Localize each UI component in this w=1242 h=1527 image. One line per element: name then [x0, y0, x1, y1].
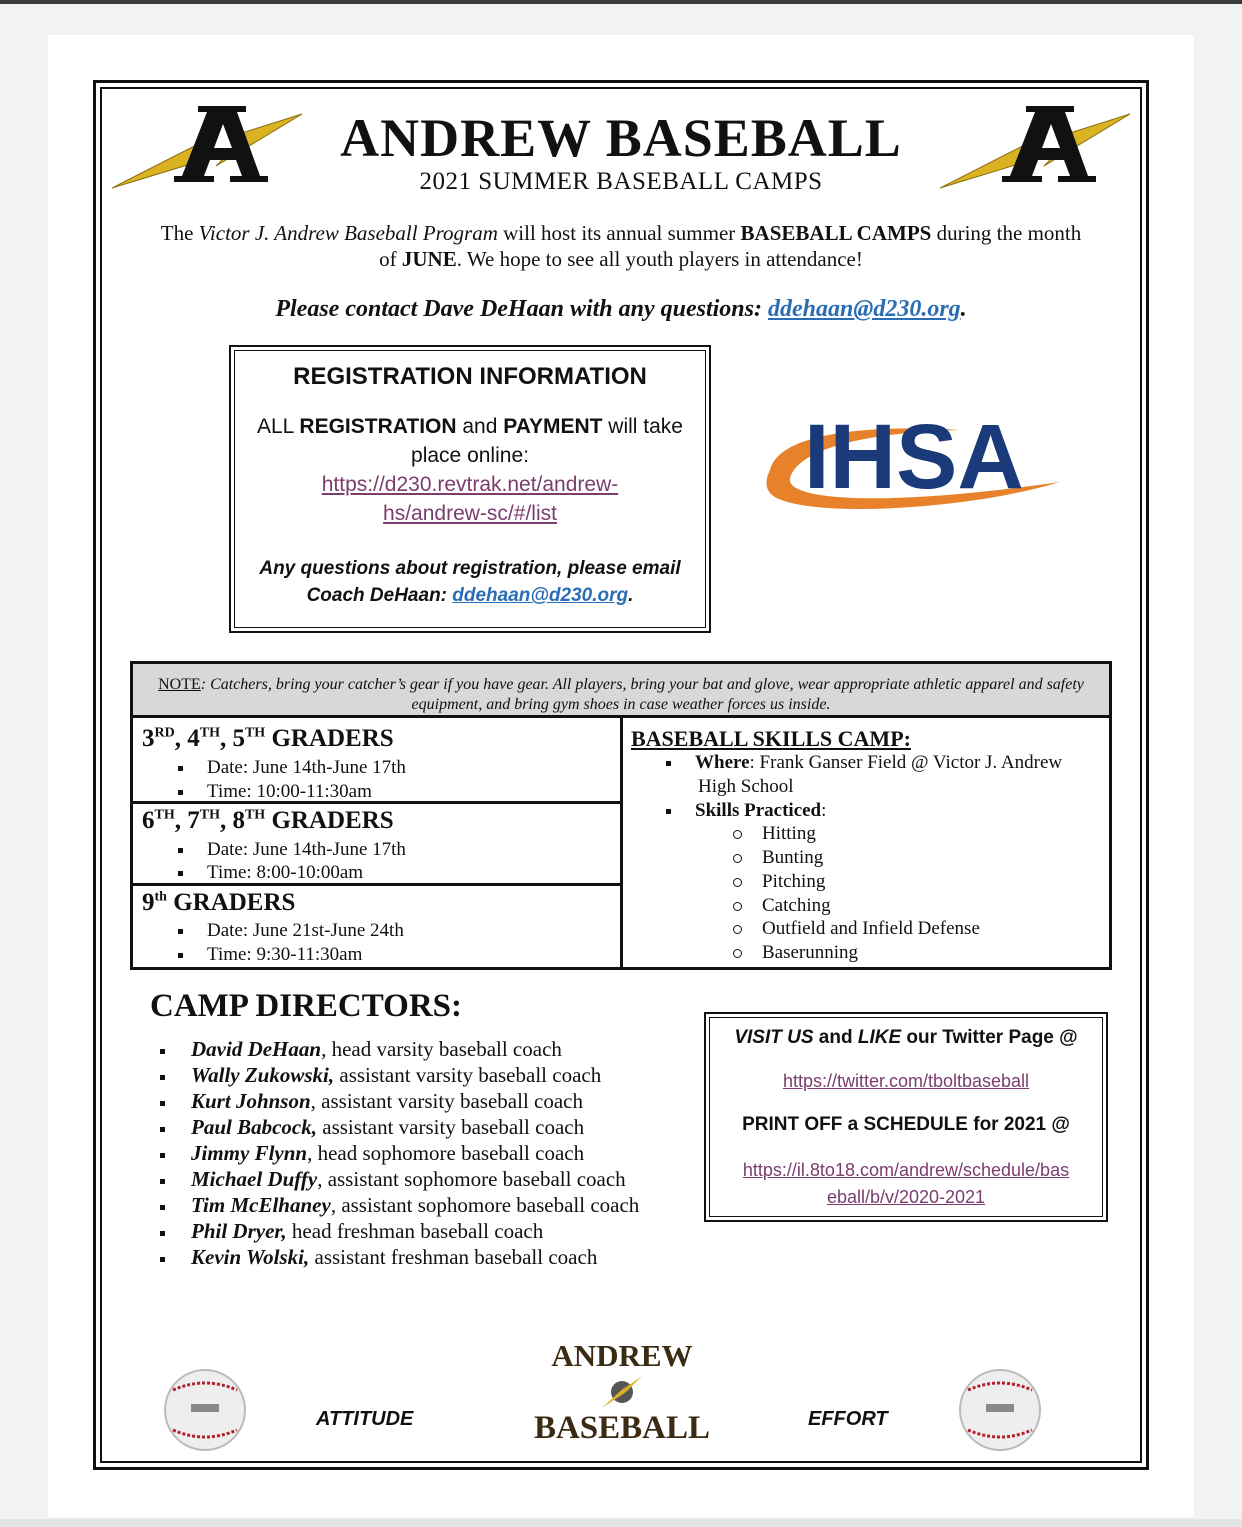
bottom-edge [0, 1519, 1242, 1527]
andrew-logo-top: ANDREW [551, 1338, 693, 1373]
contact-email-link[interactable]: ddehaan@d230.org [768, 296, 961, 322]
director-item: Phil Dryer, head freshman baseball coach [160, 1218, 639, 1244]
ihsa-logo-text: IHSA [804, 406, 1024, 508]
skill-item: Outfield and Infield Defense [733, 917, 980, 941]
camp-directors-list [160, 1036, 639, 1270]
registration-question: Any questions about registration, please email Coach DeHaan: ddehaan@d230.org. [259, 558, 681, 606]
director-item: David DeHaan, head varsity baseball coach [160, 1036, 639, 1062]
twitter-heading: VISIT US and LIKE our Twitter Page @ [734, 1027, 1078, 1048]
schedule-heading: PRINT OFF a SCHEDULE for 2021 @ [742, 1114, 1070, 1135]
grade-group-time: Time: 10:00-11:30am [178, 780, 372, 804]
contact-line: Please contact Dave DeHaan with any questions: ddehaan@d230.org. [275, 296, 967, 322]
schedule-link[interactable]: https://il.8to18.com/andrew/schedule/bas eball/b/v/2020-2021 [742, 1160, 1070, 1207]
skills-where-cont: High School [698, 776, 794, 797]
skill-item: Pitching [733, 870, 825, 894]
footer-effort: EFFORT [808, 1408, 888, 1430]
baseball-icon-left [163, 1368, 247, 1452]
grade-group-time: Time: 9:30-11:30am [178, 943, 362, 967]
top-edge [0, 0, 1242, 4]
skills-camp-title: BASEBALL SKILLS CAMP: [631, 726, 911, 751]
director-item: Kurt Johnson, assistant varsity baseball coach [160, 1088, 639, 1114]
grade-group-time: Time: 8:00-10:00am [178, 861, 363, 885]
twitter-link[interactable]: https://twitter.com/tboltbaseball [782, 1071, 1030, 1091]
skill-item: Bunting [733, 846, 823, 870]
skill-item: Hitting [733, 822, 816, 846]
andrew-logo-bottom: BASEBALL [533, 1410, 711, 1446]
director-item: Paul Babcock, assistant varsity baseball coach [160, 1114, 639, 1140]
director-item: Kevin Wolski, assistant freshman baseball coach [160, 1244, 639, 1270]
director-item: Wally Zukowski, assistant varsity baseball coach [160, 1062, 639, 1088]
page-subtitle: 2021 SUMMER BASEBALL CAMPS [419, 168, 823, 195]
ihsa-logo [760, 400, 1080, 525]
baseball-icon-right [958, 1368, 1042, 1452]
camp-directors-title: CAMP DIRECTORS: [150, 988, 463, 1024]
skills-where: Where: Frank Ganser Field @ Victor J. Andrew [666, 751, 1062, 775]
registration-body: ALL REGISTRATION and PAYMENT will take place online: https://d230.revtrak.net/andrew- hs/andrew-sc/#/list [257, 415, 683, 525]
skills-practiced: Skills Practiced: [666, 799, 826, 823]
director-item: Michael Duffy, assistant sophomore baseball coach [160, 1166, 639, 1192]
director-item: Tim McElhaney, assistant sophomore baseball coach [160, 1192, 639, 1218]
grade-group-date: Date: June 14th-June 17th [178, 838, 406, 862]
page-title: ANDREW BASEBALL [340, 108, 902, 168]
intro-paragraph: The Victor J. Andrew Baseball Program will host its annual summer BASEBALL CAMPS during the month of JUNE. We hope to see all youth players in attendance! [160, 221, 1082, 271]
registration-title: REGISTRATION INFORMATION [293, 363, 647, 390]
director-item: Jimmy Flynn, head sophomore baseball coach [160, 1140, 639, 1166]
footer-attitude: ATTITUDE [316, 1408, 414, 1430]
grade-group-heading: 6TH, 7TH, 8TH GRADERS [142, 807, 394, 834]
table-divider [620, 718, 623, 968]
registration-url-link[interactable]: https://d230.revtrak.net/andrew- hs/andrew-sc/#/list [321, 473, 619, 525]
grade-group-date: Date: June 14th-June 17th [178, 756, 406, 780]
registration-email-link[interactable]: ddehaan@d230.org [452, 585, 629, 606]
grade-group-heading: 9th GRADERS [142, 889, 296, 916]
grade-group-date: Date: June 21st-June 24th [178, 919, 404, 943]
andrew-logo-ball-icon [600, 1374, 644, 1410]
skill-item: Catching [733, 894, 831, 918]
grade-group-heading: 3RD, 4TH, 5TH GRADERS [142, 725, 394, 752]
skill-item: Baserunning [733, 941, 858, 965]
note-text: NOTE: Catchers, bring your catcher’s gear if you have gear. All players, bring your bat and glove, wear appropriate athletic apparel and safety equipment, and bring gym shoes in case weather forces us inside. [158, 676, 1084, 713]
